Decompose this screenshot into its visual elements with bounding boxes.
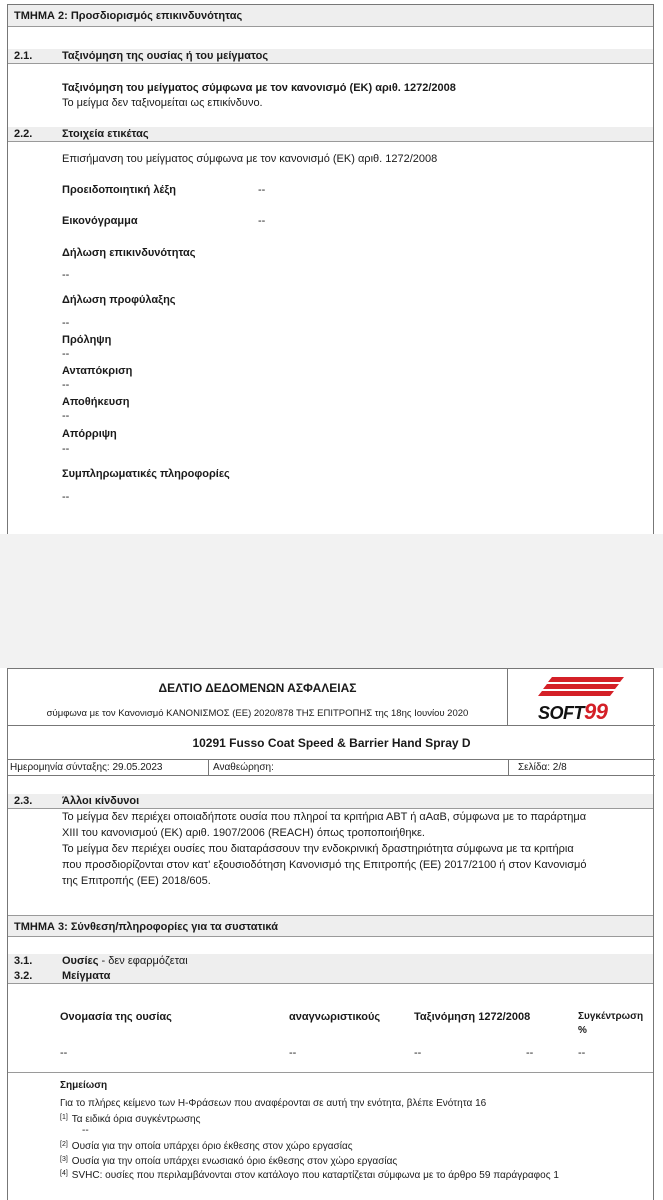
- subsection-title: Ουσίες - δεν εφαρμόζεται: [62, 955, 188, 967]
- note-title: Σημείωση: [60, 1080, 108, 1091]
- section-2-heading: ΤΜΗΜΑ 2: Προσδιορισμός επικινδυνότητας: [8, 5, 653, 27]
- table-cell: --: [578, 1047, 586, 1059]
- subsection-title: Άλλοι κίνδυνοι: [62, 795, 140, 807]
- precaution-value: --: [62, 317, 70, 329]
- supplementary-label: Συμπληρωματικές πληροφορίες: [62, 468, 230, 480]
- note-item: [1] Τα ειδικά όρια συγκέντρωσης: [60, 1114, 201, 1125]
- disposal-value: --: [62, 443, 70, 455]
- header-title-cell: [8, 669, 508, 726]
- table-cell: --: [414, 1047, 422, 1059]
- other-hazards-line: Το μείγμα δεν περιέχει ουσίες που διαταράσσουν την ενδοκρινική δραστηριότητα σύμφωνα με τα κριτήρια: [62, 843, 574, 855]
- response-label: Ανταπόκριση: [62, 365, 133, 377]
- logo-stripes-icon: [538, 675, 626, 701]
- page-number: Σελίδα: 2/8: [518, 762, 567, 773]
- sds-page-1: [7, 4, 654, 534]
- precaution-label: Δήλωση προφύλαξης: [62, 294, 176, 306]
- subsections-3-1-3-2-heading: [8, 954, 653, 984]
- table-header-concentration: Συγκέντρωση: [578, 1011, 644, 1022]
- subsection-title: Μείγματα: [62, 970, 111, 982]
- header-logo-cell: [508, 669, 655, 726]
- hazard-statement-value: --: [62, 269, 70, 281]
- other-hazards-line: της Επιτροπής (ΕΕ) 2018/605.: [62, 875, 211, 887]
- product-name: 10291 Fusso Coat Speed & Barrier Hand Spray D: [192, 736, 471, 750]
- subsection-number: 2.1.: [14, 50, 33, 62]
- subsection-number: 2.3.: [14, 795, 33, 807]
- storage-value: --: [62, 410, 70, 422]
- document-title: ΔΕΛΤΙΟ ΔΕΔΟΜΕΝΩΝ ΑΣΦΑΛΕΙΑΣ: [158, 681, 357, 695]
- note-intro: Για το πλήρες κείμενο των Η-Φράσεων που αναφέρονται σε αυτή την ενότητα, βλέπε Ενότητα 16: [60, 1098, 487, 1109]
- classification-text: Το μείγμα δεν ταξινομείται ως επικίνδυνο.: [62, 97, 263, 109]
- table-header-concentration-unit: %: [578, 1025, 587, 1036]
- response-value: --: [62, 379, 70, 391]
- meta-divider: [508, 760, 509, 776]
- compilation-date: Ημερομηνία σύνταξης: 29.05.2023: [10, 762, 163, 773]
- section-3-heading: ΤΜΗΜΑ 3: Σύνθεση/πληροφορίες για τα συστατικά: [8, 915, 653, 937]
- supplementary-value: --: [62, 491, 70, 503]
- note-item: [4] SVHC: ουσίες που περιλαμβάνονται στον κατάλογο που καταρτίζεται σύμφωνα με το άρθρο 59 παράγραφος 1: [60, 1170, 559, 1181]
- subsection-2-3-heading: [8, 794, 653, 809]
- signal-word-value: --: [258, 184, 266, 196]
- regulation-subtitle: σύμφωνα με τον Κανονισμό ΚΑΝΟΝΙΣΜΟΣ (ΕΕ) 2020/878 ΤΗΣ ΕΠΙΤΡΟΠΗΣ της 18ης Ιουνίου 2020: [46, 708, 469, 719]
- meta-divider: [208, 760, 209, 776]
- subsection-title: Ταξινόμηση της ουσίας ή του μείγματος: [62, 50, 269, 62]
- subsection-number: 3.2.: [14, 970, 33, 982]
- subsection-2-2-heading: [8, 127, 653, 142]
- table-header-name: Ονομασία της ουσίας: [60, 1011, 172, 1023]
- other-hazards-line: XIII του κανονισμού (ΕΚ) αριθ. 1907/2006 (REACH) όπως τροποποιήθηκε.: [62, 827, 425, 839]
- sds-page-2: [7, 668, 654, 1200]
- note-item: [3] Ουσία για την οποία υπάρχει ενωσιακό όριο έκθεσης στον χώρο εργασίας: [60, 1156, 398, 1167]
- table-cell: --: [289, 1047, 297, 1059]
- logo-wordmark: SOFT99: [538, 699, 608, 724]
- note-item: [2] Ουσία για την οποία υπάρχει όριο έκθεσης στον χώρο εργασίας: [60, 1141, 353, 1152]
- signal-word-label: Προειδοποιητική λέξη: [62, 184, 177, 196]
- soft99-logo: [538, 675, 626, 724]
- pictogram-value: --: [258, 215, 266, 227]
- hazard-statement-label: Δήλωση επικινδυνότητας: [62, 247, 196, 259]
- classification-heading: Ταξινόμηση του μείγματος σύμφωνα με τον κανονισμό (ΕΚ) αριθ. 1272/2008: [62, 82, 456, 94]
- other-hazards-line: που προσδιορίζονται στον κατ' εξουσιοδότηση Κανονισμό της Επιτροπής (ΕΕ) 2017/2100 ή στον Κανονισμό: [62, 859, 587, 871]
- subsection-title: Στοιχεία ετικέτας: [62, 128, 149, 140]
- labelling-intro: Επισήμανση του μείγματος σύμφωνα με τον κανονισμό (ΕΚ) αριθ. 1272/2008: [62, 153, 438, 165]
- table-header-ids: αναγνωριστικούς: [289, 1011, 381, 1023]
- pictogram-label: Εικονόγραμμα: [62, 215, 138, 227]
- note-item: --: [82, 1125, 89, 1136]
- storage-label: Αποθήκευση: [62, 396, 130, 408]
- table-cell: --: [526, 1047, 534, 1059]
- note-divider: [8, 1072, 653, 1073]
- page-gap: [0, 534, 663, 668]
- prevention-value: --: [62, 348, 70, 360]
- prevention-label: Πρόληψη: [62, 334, 112, 346]
- other-hazards-line: Το μείγμα δεν περιέχει οποιαδήποτε ουσία που πληροί τα κριτήρια ΑΒΤ ή αΑαΒ, σύμφωνα με το παράρτημα: [62, 811, 587, 823]
- subsection-number: 2.2.: [14, 128, 33, 140]
- table-cell: --: [60, 1047, 68, 1059]
- disposal-label: Απόρριψη: [62, 428, 117, 440]
- table-header-classification: Ταξινόμηση 1272/2008: [414, 1011, 531, 1023]
- product-name-cell: [8, 726, 655, 760]
- header-meta-row: [8, 760, 655, 776]
- subsection-2-1-heading: [8, 49, 653, 64]
- revision-label: Αναθεώρηση:: [213, 762, 274, 773]
- subsection-number: 3.1.: [14, 955, 33, 967]
